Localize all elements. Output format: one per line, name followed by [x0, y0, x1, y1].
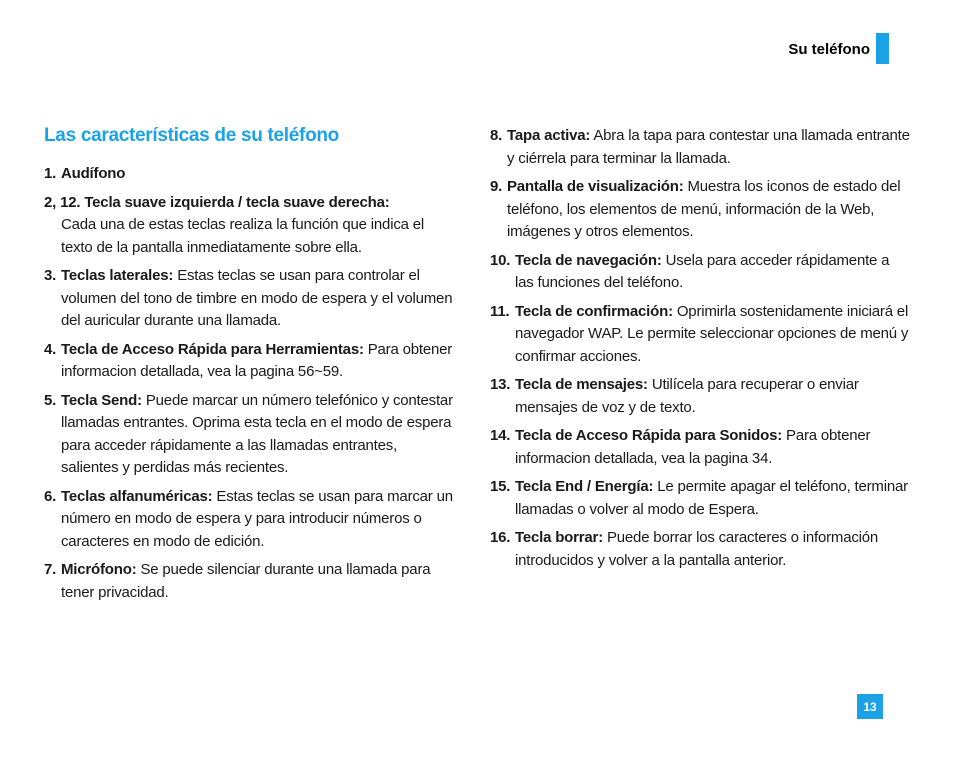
item-label: Tapa activa:: [507, 127, 591, 144]
item-number: 6.: [44, 487, 57, 505]
item-text: Utilícela para recuperar o enviar mensajes de voz y de texto.: [515, 376, 859, 416]
item-text: Abra la tapa para contestar una llamada entrante y ciérrela para terminar la llamada.: [507, 127, 910, 167]
feature-item: [490, 425, 910, 470]
feature-item: [490, 476, 910, 521]
item-text: Estas teclas se usan para marcar un número en modo de espera y para introducir números o caracteres en modo de edición.: [61, 487, 453, 550]
item-number: 9.: [490, 178, 503, 195]
item-text: Estas teclas se usan para controlar el volumen del tono de timbre en modo de espera y el volumen del auricular durante una llamada.: [61, 267, 453, 329]
item-label: Teclas alfanuméricas:: [61, 487, 213, 505]
item-text: Se puede silenciar durante una llamada para tener privacidad.: [61, 561, 431, 601]
header-accent-bar: [876, 33, 889, 64]
item-label: Tecla borrar:: [515, 529, 603, 546]
item-label: Tecla suave izquierda / tecla suave derecha:: [84, 193, 390, 211]
item-label: Tecla End / Energía:: [515, 478, 654, 495]
item-number: 5.: [44, 391, 57, 409]
feature-item: [44, 486, 454, 554]
feature-item: [44, 339, 454, 384]
left-column: [44, 163, 454, 610]
feature-item: [490, 374, 910, 419]
feature-item: [44, 192, 454, 260]
feature-item: [44, 559, 454, 604]
item-label: Micrófono:: [61, 561, 137, 578]
item-label: Audífono: [61, 165, 126, 182]
feature-item: [44, 265, 454, 333]
item-label: Tecla de mensajes:: [515, 376, 648, 393]
page-header-title: Su teléfono: [788, 41, 870, 58]
item-text: Muestra los iconos de estado del teléfono, los elementos de menú, información de la Web, imágenes y otros elementos.: [507, 178, 901, 240]
feature-item: [44, 390, 454, 480]
feature-item: [490, 301, 910, 369]
feature-item: [490, 125, 910, 170]
feature-item: [490, 176, 910, 244]
item-label: Tecla de navegación:: [515, 251, 662, 269]
item-label: Pantalla de visualización:: [507, 178, 684, 195]
item-label: Teclas laterales:: [61, 267, 174, 284]
item-text: Cada una de estas teclas realiza la función que indica el texto de la pantalla inmediatamente sobre ella.: [61, 216, 425, 256]
item-label: Tecla de Acceso Rápida para Sonidos:: [515, 427, 783, 444]
item-number: 14.: [490, 427, 511, 444]
item-number: 8.: [490, 127, 503, 144]
item-number: 13.: [490, 376, 511, 393]
item-text: Usela para acceder rápidamente a las funciones del teléfono.: [515, 251, 890, 291]
item-label: Tecla de Acceso Rápida para Herramientas:: [61, 340, 364, 358]
item-number: 15.: [490, 478, 511, 495]
item-number: 10.: [490, 251, 511, 269]
item-number: 16.: [490, 529, 511, 546]
item-text: Oprimirla sostenidamente iniciará el navegador WAP. Le permite seleccionar opciones de menú y confirmar acciones.: [515, 302, 909, 365]
item-number: 4.: [44, 340, 57, 358]
item-text: Puede borrar los caracteres o información introducidos y volver a la pantalla anterior.: [515, 529, 879, 569]
item-label: Tecla Send:: [61, 391, 142, 409]
feature-item: [490, 527, 910, 572]
item-text: Para obtener informacion detallada, vea la pagina 34.: [515, 427, 871, 467]
feature-item: [490, 250, 910, 295]
item-number: 2, 12.: [44, 193, 81, 211]
item-number: 1.: [44, 165, 57, 182]
item-number: 3.: [44, 267, 57, 284]
item-number: 11.: [490, 302, 510, 320]
item-number: 7.: [44, 561, 57, 578]
item-label: Tecla de confirmación:: [515, 302, 673, 320]
right-column: [490, 125, 910, 578]
item-text: Para obtener informacion detallada, vea la pagina 56~59.: [61, 340, 453, 380]
page-number-badge: 13: [857, 694, 883, 719]
feature-item: [44, 163, 454, 186]
section-title: Las características de su teléfono: [44, 125, 339, 146]
item-text: Puede marcar un número telefónico y contestar llamadas entrantes. Oprima esta tecla en el modo de espera para acceder rápidamente a las llamadas entrantes, salientes y perdidas más recientes.: [61, 391, 453, 476]
item-text: Le permite apagar el teléfono, terminar llamadas o volver al modo de Espera.: [515, 478, 908, 518]
